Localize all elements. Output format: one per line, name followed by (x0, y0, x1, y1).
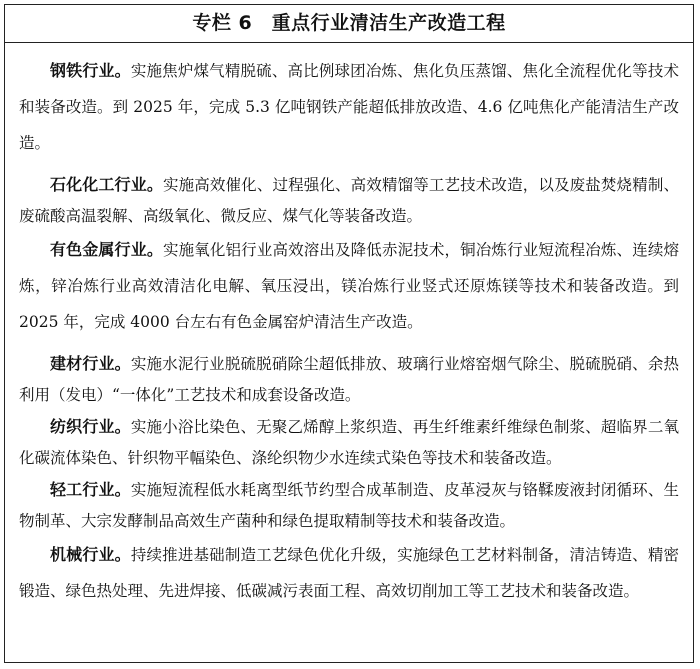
section-text: 实施焦炉煤气精脱硫、高比例球团冶炼、焦化负压蒸馏、焦化全流程优化等技术和装备改造。到 2025 年，完成 5.3 亿吨钢铁产能超低排放改造、4.6 亿吨焦化产能清洁生产改造。 (19, 62, 679, 152)
section-machinery (19, 537, 679, 609)
section-text: 持续推进基础制造工艺绿色优化升级，实施绿色工艺材料制备，清洁铸造、精密锻造、绿色热处理、先进焊接、低碳减污表面工程、高效切削加工等工艺技术和装备改造。 (19, 546, 679, 600)
section-heading: 建材行业。 (50, 354, 131, 373)
section-heading: 石化化工行业。 (50, 175, 163, 194)
section-steel (19, 53, 679, 161)
section-light-industry (19, 474, 679, 537)
section-heading: 有色金属行业。 (50, 240, 163, 259)
section-heading: 纺织行业。 (50, 417, 131, 436)
section-text: 实施氧化铝行业高效溶出及降低赤泥技术，铜冶炼行业短流程冶炼、连续熔炼，锌冶炼行业高效清洁化电解、氧压浸出，镁冶炼行业竖式还原炼镁等技术和装备改造。到 2025 年，完成 4000 台左右有色金属窑炉清洁生产改造。 (19, 241, 679, 331)
section-petrochemical (19, 169, 679, 232)
section-heading: 钢铁行业。 (50, 61, 131, 80)
section-textile (19, 411, 679, 474)
section-text: 实施短流程低水耗离型纸节约型合成革制造、皮革浸灰与铬鞣废液封闭循环、生物制革、大宗发酵制品高效生产菌种和绿色提取精制等技术和装备改造。 (19, 481, 679, 530)
column-box (4, 4, 694, 663)
section-nonferrous (19, 232, 679, 340)
column-title: 专栏 6 重点行业清洁生产改造工程 (5, 5, 693, 43)
section-text: 实施小浴比染色、无聚乙烯醇上浆织造、再生纤维素纤维绿色制浆、超临界二氧化碳流体染色、针织物平幅染色、涤纶织物少水连续式染色等技术和装备改造。 (19, 418, 679, 467)
section-text: 实施水泥行业脱硫脱硝除尘超低排放、玻璃行业熔窑烟气除尘、脱硫脱硝、余热利用（发电）“一体化”工艺技术和成套设备改造。 (19, 355, 679, 404)
column-content (5, 43, 693, 609)
section-text: 实施高效催化、过程强化、高效精馏等工艺技术改造，以及废盐焚烧精制、废硫酸高温裂解、高级氧化、微反应、煤气化等装备改造。 (19, 176, 679, 225)
section-heading: 机械行业。 (50, 545, 131, 564)
section-heading: 轻工行业。 (50, 480, 131, 499)
section-building-materials (19, 348, 679, 411)
